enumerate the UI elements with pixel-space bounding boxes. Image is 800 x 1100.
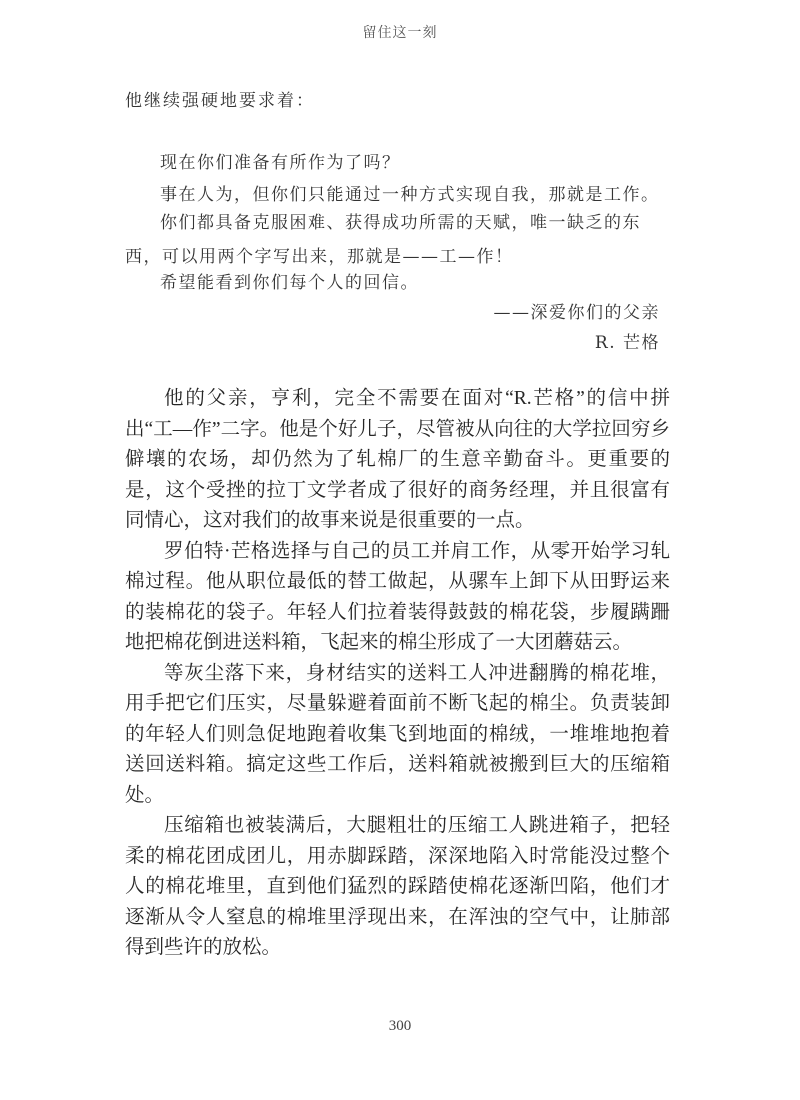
body-paragraph: 等灰尘落下来，身材结实的送料工人冲进翻腾的棉花堆，用手把它们压实，尽量躲避着面前不断飞起的棉尘。负责装卸的年轻人们则急促地跑着收集飞到地面的棉绒，一堆堆地抱着送回送料箱。搞定这些工作后，送料箱就被搬到巨大的压缩箱处。 — [125, 662, 670, 806]
letter-intro: 他继续强硬地要求着： — [125, 91, 315, 111]
body-paragraph: 罗伯特·芒格选择与自己的员工并肩工作，从零开始学习轧棉过程。他从职位最低的替工做起，从骡车上卸下从田野运来的装棉花的袋子。年轻人们拉着装得鼓鼓的棉花袋，步履蹒跚地把棉花倒进送料箱，飞起来的棉尘形成了一大团蘑菇云。 — [125, 540, 670, 653]
body-paragraph: 他的父亲，亨利，完全不需要在面对“R.芒格”的信中拼出“工—作”二字。他是个好儿子，尽管被从向往的大学拉回穷乡僻壤的农场，却仍然为了轧棉厂的生意辛勤奋斗。更重要的是，这个受挫的拉丁文学者成了很好的商务经理，并且很富有同情心，这对我们的故事来说是很重要的一点。 — [125, 388, 670, 531]
letter-line: 事在人为，但你们只能通过一种方式实现自我，那就是工作。 — [160, 185, 660, 205]
letter-signature: R. 芒格 — [594, 333, 660, 353]
body-paragraph: 压缩箱也被装满后，大腿粗壮的压缩工人跳进箱子，把轻柔的棉花团成团儿，用赤脚踩踏，深深地陷入时常能没过整个人的棉花堆里，直到他们猛烈的踩踏使棉花逐渐凹陷，他们才逐渐从令人窒息的棉堆里浮现出来，在浑浊的空气中，让肺部得到些许的放松。 — [125, 815, 670, 958]
running-header: 留住这一刻 — [362, 25, 438, 41]
letter-line: 现在你们准备有所作为了吗？ — [160, 153, 401, 173]
letter-line: 你们都具备克服困难、获得成功所需的天赋，唯一缺乏的东西，可以用两个字写出来，那就是——工—作！ — [125, 213, 641, 267]
letter-sign-off: ——深爱你们的父亲 — [493, 303, 660, 323]
narrative-text — [125, 384, 670, 964]
letter-line: 希望能看到你们每个人的回信。 — [160, 273, 419, 293]
page-number: 300 — [388, 1018, 412, 1034]
